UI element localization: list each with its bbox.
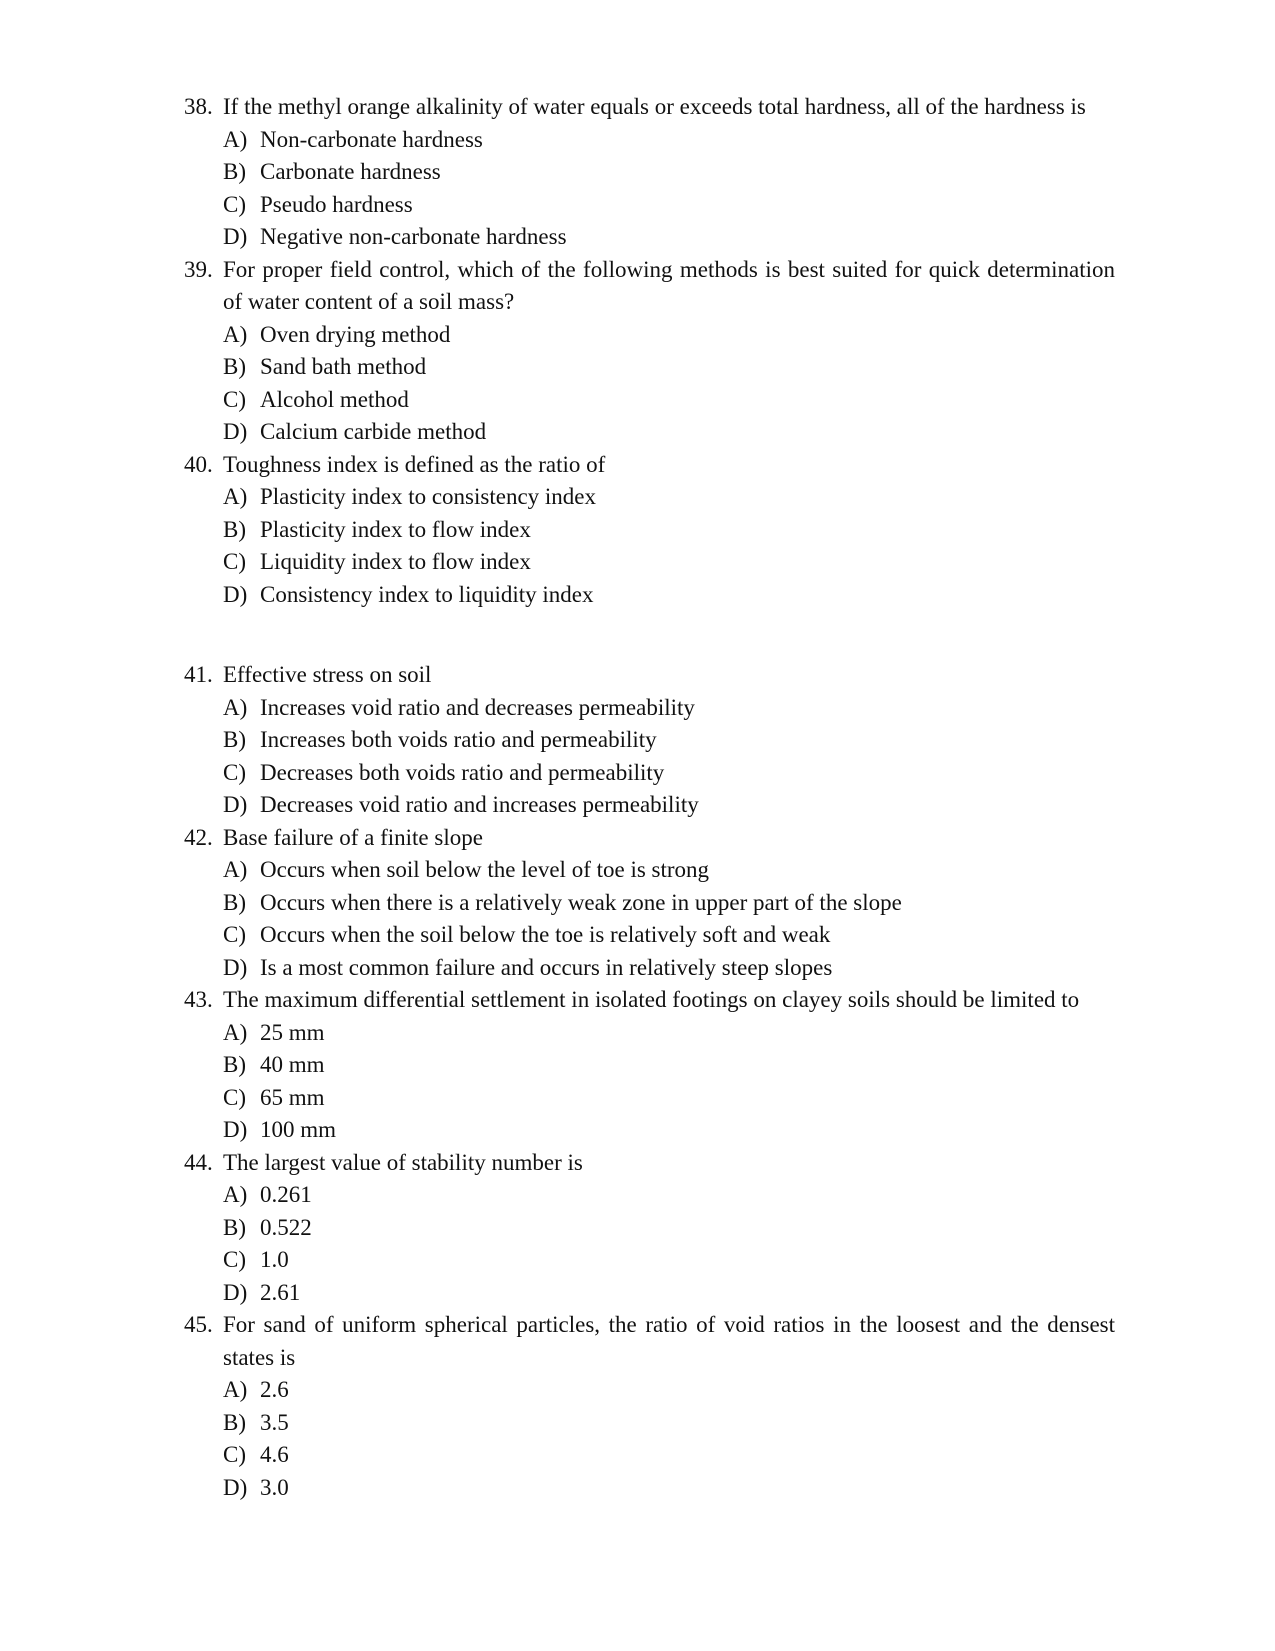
option-d [184, 579, 1115, 612]
option-text: Oven drying method [260, 321, 451, 347]
option-label: B) [223, 159, 246, 184]
option-c [184, 189, 1115, 222]
question-text: If the methyl orange alkalinity of water equals or exceeds total hardness, all of the hardness is [223, 94, 1086, 119]
option-c [184, 757, 1115, 790]
option-text: 25 mm [260, 1019, 325, 1045]
option-text: Carbonate hardness [260, 159, 441, 184]
option-label: A) [223, 126, 248, 152]
option-text: Increases both voids ratio and permeability [260, 727, 657, 752]
question-stem [184, 254, 1115, 319]
option-c [184, 384, 1115, 417]
question-42 [184, 822, 1115, 985]
question-text: Base failure of a finite slope [223, 824, 483, 850]
option-text: Liquidity index to flow index [260, 549, 531, 574]
option-text: 40 mm [260, 1052, 325, 1077]
option-label: C) [223, 759, 246, 785]
question-number: 44. [184, 1149, 213, 1175]
option-text: Calcium carbide method [260, 419, 487, 444]
option-text: Decreases void ratio and increases permeability [260, 792, 699, 817]
question-number: 45. [184, 1312, 213, 1337]
option-b [184, 1049, 1115, 1082]
option-text: Plasticity index to flow index [260, 516, 531, 542]
option-label: D) [223, 1279, 248, 1305]
option-a [184, 854, 1115, 887]
option-label: C) [223, 549, 246, 574]
option-label: C) [223, 191, 246, 217]
option-b [184, 1407, 1115, 1440]
option-label: C) [223, 1442, 246, 1467]
option-d [184, 416, 1115, 449]
option-label: A) [223, 321, 248, 347]
option-d [184, 1277, 1115, 1310]
option-label: B) [223, 727, 246, 752]
option-d [184, 1472, 1115, 1505]
option-text: Alcohol method [260, 386, 409, 412]
option-label: A) [223, 1019, 248, 1045]
option-list [184, 1017, 1115, 1147]
option-text: Consistency index to liquidity index [260, 581, 594, 607]
question-list [184, 91, 1115, 1504]
option-text: 1.0 [260, 1247, 289, 1272]
question-text: Effective stress on soil [223, 662, 432, 687]
option-d [184, 789, 1115, 822]
question-number: 40. [184, 451, 213, 477]
option-text: 2.61 [260, 1279, 301, 1305]
option-text: 65 mm [260, 1084, 325, 1110]
option-list [184, 319, 1115, 449]
question-40 [184, 449, 1115, 612]
option-a [184, 124, 1115, 157]
option-list [184, 692, 1115, 822]
option-label: B) [223, 1214, 246, 1240]
option-b [184, 156, 1115, 189]
question-number: 41. [184, 662, 213, 687]
option-text: 100 mm [260, 1117, 337, 1142]
option-list [184, 1374, 1115, 1504]
question-44 [184, 1147, 1115, 1310]
option-label: B) [223, 1409, 246, 1435]
option-b [184, 1212, 1115, 1245]
option-label: D) [223, 581, 248, 607]
option-list [184, 481, 1115, 611]
option-c [184, 546, 1115, 579]
question-43 [184, 984, 1115, 1147]
option-c [184, 1439, 1115, 1472]
option-text: Plasticity index to consistency index [260, 484, 597, 509]
option-text: Occurs when there is a relatively weak zone in upper part of the slope [260, 889, 902, 915]
option-list [184, 1179, 1115, 1309]
option-a [184, 1374, 1115, 1407]
option-label: A) [223, 1377, 248, 1402]
option-text: 3.0 [260, 1474, 289, 1500]
option-label: B) [223, 516, 246, 542]
question-stem [184, 659, 1115, 692]
question-38 [184, 91, 1115, 254]
option-label: D) [223, 792, 248, 817]
option-label: A) [223, 857, 248, 882]
option-text: Occurs when the soil below the toe is relatively soft and weak [260, 922, 831, 947]
option-text: Pseudo hardness [260, 191, 413, 217]
option-text: Is a most common failure and occurs in relatively steep slopes [260, 954, 833, 980]
option-d [184, 1114, 1115, 1147]
option-label: D) [223, 1474, 248, 1500]
question-39 [184, 254, 1115, 449]
option-text: 3.5 [260, 1409, 289, 1435]
question-41 [184, 659, 1115, 822]
option-text: 4.6 [260, 1442, 289, 1467]
option-label: A) [223, 1182, 248, 1207]
option-text: 0.261 [260, 1182, 312, 1207]
question-stem [184, 1309, 1115, 1374]
option-a [184, 481, 1115, 514]
option-a [184, 1179, 1115, 1212]
option-a [184, 1017, 1115, 1050]
option-label: D) [223, 419, 248, 444]
option-label: B) [223, 354, 246, 379]
option-label: C) [223, 1084, 246, 1110]
question-45 [184, 1309, 1115, 1504]
question-text: The maximum differential settlement in isolated footings on clayey soils should be limited to [223, 987, 1080, 1012]
option-text: Non-carbonate hardness [260, 126, 483, 152]
question-text: For proper field control, which of the following methods is best suited for quick determination of water content of a soil mass? [223, 256, 1115, 314]
option-text: 0.522 [260, 1214, 312, 1240]
question-stem [184, 984, 1115, 1017]
option-text: Decreases both voids ratio and permeability [260, 759, 665, 785]
option-text: 2.6 [260, 1377, 289, 1402]
question-stem [184, 1147, 1115, 1180]
option-label: D) [223, 224, 248, 249]
option-a [184, 692, 1115, 725]
option-label: B) [223, 889, 246, 915]
option-text: Negative non-carbonate hardness [260, 224, 567, 249]
option-list [184, 854, 1115, 984]
question-stem [184, 822, 1115, 855]
option-c [184, 1082, 1115, 1115]
option-label: B) [223, 1052, 246, 1077]
question-number: 38. [184, 94, 213, 119]
option-label: C) [223, 1247, 246, 1272]
option-text: Occurs when soil below the level of toe is strong [260, 857, 710, 882]
option-text: Sand bath method [260, 354, 427, 379]
question-stem [184, 449, 1115, 482]
option-b [184, 887, 1115, 920]
option-label: A) [223, 484, 248, 509]
option-b [184, 514, 1115, 547]
option-a [184, 319, 1115, 352]
option-c [184, 919, 1115, 952]
option-label: A) [223, 694, 248, 720]
option-d [184, 952, 1115, 985]
question-text: The largest value of stability number is [223, 1149, 583, 1175]
question-number: 43. [184, 987, 213, 1012]
option-b [184, 724, 1115, 757]
option-d [184, 221, 1115, 254]
option-c [184, 1244, 1115, 1277]
option-text: Increases void ratio and decreases permeability [260, 694, 695, 720]
question-stem [184, 91, 1115, 124]
option-label: D) [223, 954, 248, 980]
option-b [184, 351, 1115, 384]
option-label: D) [223, 1117, 248, 1142]
question-number: 39. [184, 256, 213, 282]
option-label: C) [223, 922, 246, 947]
question-text: For sand of uniform spherical particles, the ratio of void ratios in the loosest and the densest states is [223, 1312, 1115, 1370]
option-list [184, 124, 1115, 254]
question-text: Toughness index is defined as the ratio of [223, 451, 606, 477]
question-number: 42. [184, 824, 213, 850]
option-label: C) [223, 386, 246, 412]
